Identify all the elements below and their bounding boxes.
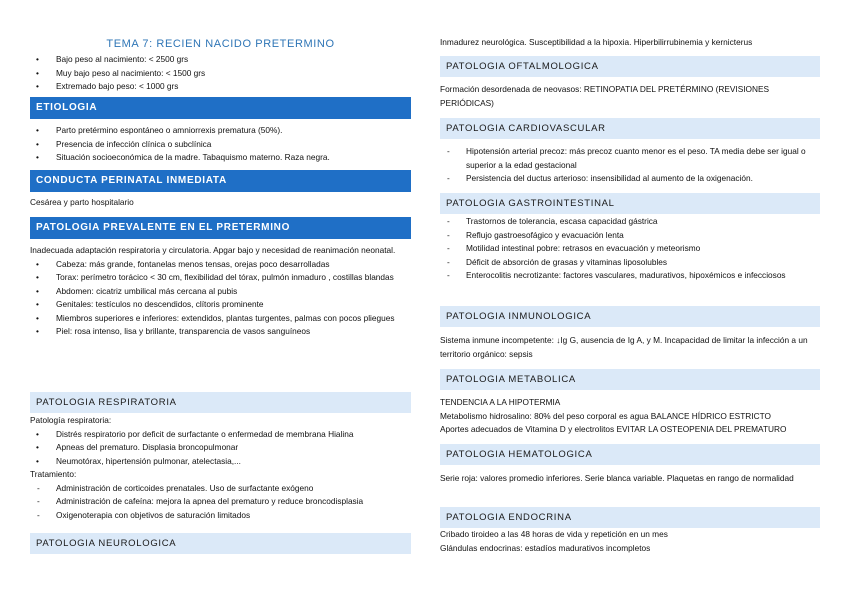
section-header-oftalmologica: PATOLOGIA OFTALMOLOGICA bbox=[440, 56, 820, 77]
oftalmo-text: Formación desordenada de neovasos: RETINOPATIA DEL PRETÉRMINO (REVISIONES PERIÓDICAS) bbox=[440, 84, 770, 108]
tratamiento-label: Tratamiento: bbox=[30, 469, 77, 479]
list-item: - Administración de corticoides prenatales. Uso de surfactante exógeno bbox=[37, 482, 314, 493]
list-item: • Parto pretérmino espontáneo o amniorrexis prematura (50%). bbox=[36, 125, 283, 135]
prevalente-intro: Inadecuada adaptación respiratoria y circulatoria. Apgar bajo y necesidad de reanimación neonatal. bbox=[30, 245, 396, 255]
endocrina-line: Cribado tiroideo a las 48 horas de vida y repetición en un mes bbox=[440, 529, 668, 539]
respiratoria-label: Patología respiratoria: bbox=[30, 415, 112, 425]
section-header-conducta: CONDUCTA PERINATAL INMEDIATA bbox=[30, 170, 411, 192]
metabolica-line: Metabolismo hidrosalino: 80% del peso corporal es agua BALANCE HÍDRICO ESTRICTO bbox=[440, 410, 771, 421]
neuro-text: Inmadurez neurológica. Susceptibilidad a la hipoxia. Hiperbilirrubinemia y kernicterus bbox=[440, 37, 753, 47]
list-item: - Trastornos de tolerancia, escasa capacidad gástrica bbox=[447, 216, 658, 226]
section-header-respiratoria: PATOLOGIA RESPIRATORIA bbox=[30, 392, 411, 413]
etiologia-list bbox=[30, 124, 411, 165]
page-title: TEMA 7: RECIEN NACIDO PRETERMINO bbox=[106, 38, 335, 50]
gastro-list bbox=[440, 215, 820, 283]
list-item: • Piel: rosa intenso, lisa y brillante, transparencia de vasos sanguíneos bbox=[36, 326, 311, 336]
list-item: • Apneas del prematuro. Displasia broncopulmonar bbox=[36, 442, 239, 452]
section-header-endocrina: PATOLOGIA ENDOCRINA bbox=[440, 507, 820, 528]
metabolica-line: TENDENCIA A LA HIPOTERMIA bbox=[440, 397, 561, 407]
list-item: • Bajo peso al nacimiento: < 2500 grs bbox=[36, 54, 189, 64]
section-header-prevalente: PATOLOGIA PREVALENTE EN EL PRETERMINO bbox=[30, 217, 411, 239]
section-header-hematologica: PATOLOGIA HEMATOLOGICA bbox=[440, 444, 820, 465]
section-header-metabolica: PATOLOGIA METABOLICA bbox=[440, 369, 820, 390]
list-item: - Oxigenoterapia con objetivos de saturación limitados bbox=[37, 509, 251, 520]
endocrina-line: Glándulas endocrinas: estadíos madurativos incompletos bbox=[440, 542, 651, 553]
list-item: - Motilidad intestinal pobre: retrasos en evacuación y meteorismo bbox=[447, 243, 701, 253]
section-header-gastrointestinal: PATOLOGIA GASTROINTESTINAL bbox=[440, 193, 820, 214]
list-item: • Extremado bajo peso: < 1000 grs bbox=[36, 81, 179, 91]
list-item: • Genitales: testículos no descendidos, clítoris prominente bbox=[36, 299, 264, 309]
list-item: - Persistencia del ductus arterioso: insensibilidad al aumento de la oxigenación. bbox=[447, 173, 753, 183]
hemato-text: Serie roja: valores promedio inferiores. Serie blanca variable. Plaquetas en rango de normalidad bbox=[440, 473, 794, 483]
list-item: - Administración de cafeína: mejora la apnea del prematuro y reduce broncodisplasia bbox=[37, 496, 364, 506]
section-header-cardiovascular: PATOLOGIA CARDIOVASCULAR bbox=[440, 118, 820, 139]
respiratoria-content bbox=[30, 414, 411, 522]
section-header-neurologica: PATOLOGIA NEUROLOGICA bbox=[30, 533, 411, 554]
section-header-inmunologica: PATOLOGIA INMUNOLOGICA bbox=[440, 306, 820, 327]
list-item: - Enterocolitis necrotizante: factores vasculares, madurativos, hipoxémicos e infecciosos bbox=[447, 270, 786, 280]
list-item: • Situación socioeconómica de la madre. Tabaquismo materno. Raza negra. bbox=[36, 152, 330, 162]
list-item: • Torax: perímetro torácico < 30 cm, flexibilidad del tórax, pulmón inmaduro , costillas blandas bbox=[36, 272, 394, 282]
list-item: • Muy bajo peso al nacimiento: < 1500 grs bbox=[36, 67, 206, 78]
metabolica-line: Aportes adecuados de Vitamina D y electrolitos EVITAR LA OSTEOPENIA DEL PREMATURO bbox=[440, 424, 787, 434]
conducta-text: Cesárea y parto hospitalario bbox=[30, 197, 134, 207]
list-item: - Déficit de absorción de grasas y vitaminas liposolubles bbox=[447, 256, 668, 267]
list-item: - Reflujo gastroesofágico y evacuación lenta bbox=[447, 229, 624, 240]
list-item: • Distrés respiratorio por deficit de surfactante o enfermedad de membrana Hialina bbox=[36, 428, 354, 439]
inmuno-text: Sistema inmune incompetente: ↓Ig G, ausencia de Ig A, y M. Incapacidad de limitar la infección a un territorio orgánico: sepsis bbox=[440, 335, 808, 359]
intro-list bbox=[30, 53, 411, 94]
list-item: • Neumotórax, hipertensión pulmonar, atelectasia,... bbox=[36, 455, 241, 466]
list-item: • Presencia de infección clínica o subclínica bbox=[36, 138, 212, 149]
list-item: - Hipotensión arterial precoz: más precoz cuanto menor es el peso. TA media debe ser igual o superior a la edad gestacional bbox=[447, 146, 806, 170]
metabolica-content bbox=[440, 396, 820, 437]
list-item: • Cabeza: más grande, fontanelas menos tensas, orejas poco desarrolladas bbox=[36, 258, 330, 269]
list-item: • Abdomen: cicatriz umbilical más cercana al pubis bbox=[36, 285, 238, 296]
endocrina-content bbox=[440, 528, 820, 555]
prevalente-content bbox=[30, 244, 411, 339]
list-item: • Miembros superiores e inferiores: extendidos, plantas turgentes, palmas con pocos pliegues bbox=[36, 312, 395, 323]
cardio-list bbox=[440, 145, 820, 186]
section-header-etiologia: ETIOLOGIA bbox=[30, 97, 411, 119]
